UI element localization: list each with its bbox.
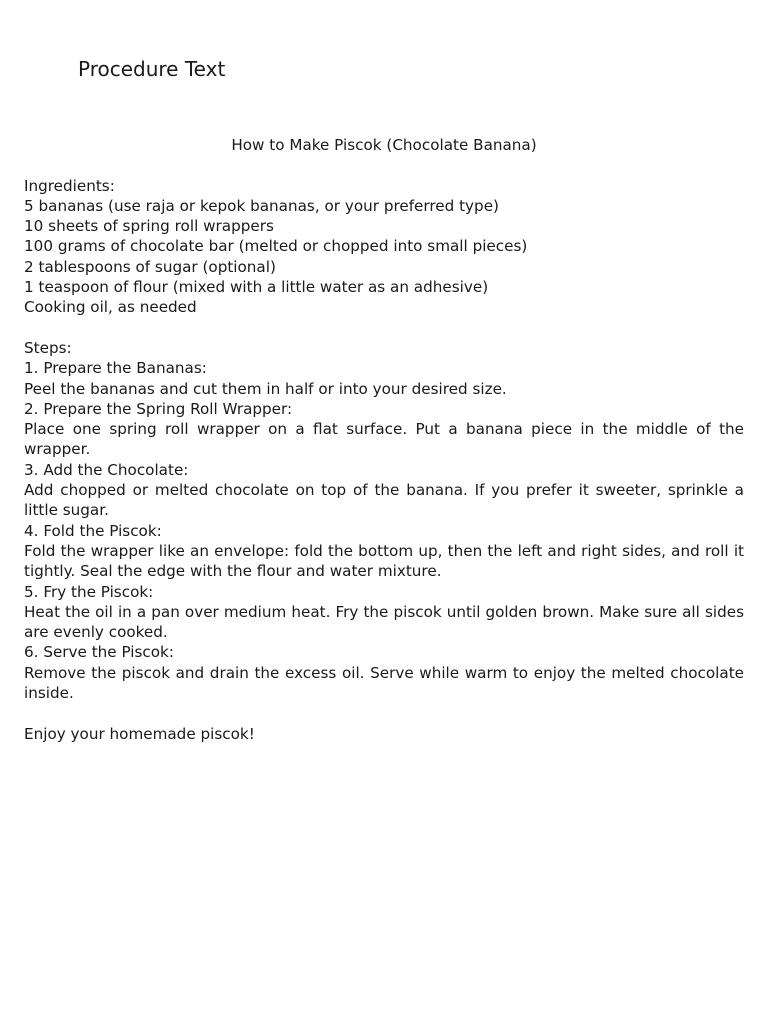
ingredient-item: 100 grams of chocolate bar (melted or chopped into small pieces) — [24, 237, 528, 256]
step-heading: 2. Prepare the Spring Roll Wrapper: — [24, 399, 293, 418]
step-item — [24, 358, 744, 399]
ingredient-item: 2 tablespoons of sugar (optional) — [24, 257, 276, 276]
step-item — [24, 521, 744, 582]
ingredient-item: 10 sheets of spring roll wrappers — [24, 217, 274, 236]
ingredient-item: Cooking oil, as needed — [24, 298, 197, 317]
steps-list — [24, 358, 744, 703]
step-heading: 5. Fry the Piscok: — [24, 582, 154, 601]
step-heading: 3. Add the Chocolate: — [24, 460, 189, 479]
recipe-title: How to Make Piscok (Chocolate Banana) — [231, 136, 537, 154]
closing-line: Enjoy your homemade piscok! — [24, 724, 255, 743]
step-item — [24, 399, 744, 460]
ingredients-label: Ingredients: — [24, 176, 115, 195]
steps-label: Steps: — [24, 338, 72, 357]
step-text: Heat the oil in a pan over medium heat. Fry the piscok until golden brown. Make sure all sides are evenly cooked. — [24, 602, 744, 642]
step-heading: 4. Fold the Piscok: — [24, 521, 162, 540]
step-item — [24, 460, 744, 521]
ingredients-list — [24, 196, 744, 318]
ingredient-item: 5 bananas (use raja or kepok bananas, or your preferred type) — [24, 196, 499, 215]
spacer — [24, 703, 744, 723]
step-heading: 6. Serve the Piscok: — [24, 643, 174, 662]
step-text: Peel the bananas and cut them in half or into your desired size. — [24, 379, 507, 398]
step-text: Place one spring roll wrapper on a flat surface. Put a banana piece in the middle of the wrapper. — [24, 420, 744, 459]
page-heading: Procedure Text — [78, 57, 226, 81]
step-item — [24, 642, 744, 703]
step-heading: 1. Prepare the Bananas: — [24, 359, 207, 378]
step-text: Fold the wrapper like an envelope: fold the bottom up, then the left and right sides, and roll it tightly. Seal the edge with the flour and water mixture. — [24, 541, 744, 581]
step-item — [24, 582, 744, 643]
step-text: Add chopped or melted chocolate on top of the banana. If you prefer it sweeter, sprinkle a little sugar. — [24, 481, 744, 520]
document-body — [24, 135, 744, 744]
spacer — [24, 318, 744, 338]
ingredient-item: 1 teaspoon of flour (mixed with a little water as an adhesive) — [24, 278, 489, 297]
step-text: Remove the piscok and drain the excess oil. Serve while warm to enjoy the melted chocolate inside. — [24, 663, 744, 703]
